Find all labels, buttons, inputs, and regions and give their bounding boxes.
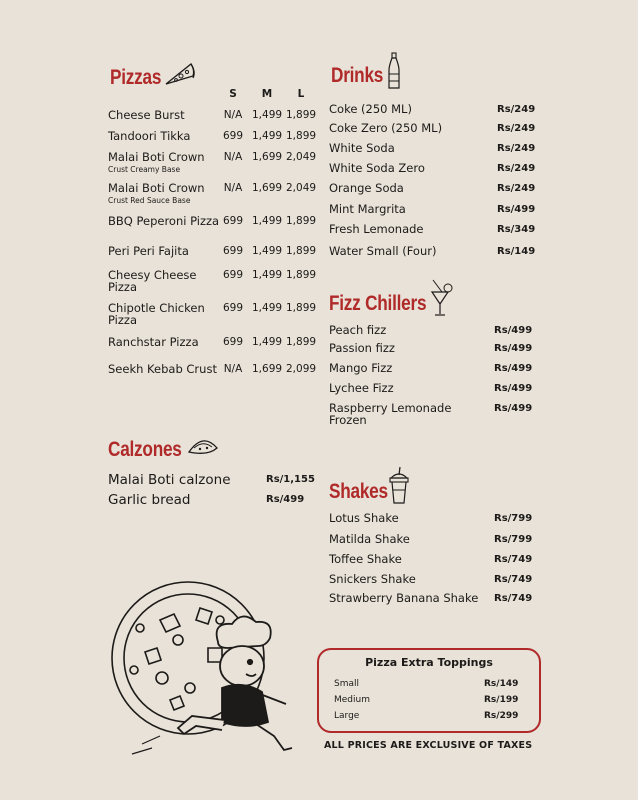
topping-size-label: Small [334,679,359,689]
pizza-price-small: N/A [223,182,243,194]
pizza-slice-icon [163,60,197,88]
pizza-name [108,130,223,142]
drink-item-name: White Soda [329,141,395,155]
calzone-item-name: Malai Boti calzone [108,472,231,488]
shakes-title: Shakes [329,480,388,503]
drink-item-name: Coke Zero (250 ML) [329,121,443,135]
drink-item-price: Rs/249 [497,163,536,174]
pizza-base-note: Crust Red Sauce Base [108,196,191,205]
fizz-item-name: Peach fizz [329,323,387,337]
drink-item-name: Coke (250 ML) [329,102,412,116]
pizza-price-large: 2,049 [286,151,317,163]
shake-item-price: Rs/749 [494,574,533,585]
drink-item-price: Rs/349 [497,224,536,235]
shake-item-price: Rs/799 [494,534,533,545]
calzone-icon [186,434,220,458]
shake-item-name: Lotus Shake [329,511,399,525]
shake-item-price: Rs/749 [494,593,533,604]
pizza-price-small: 699 [222,245,244,257]
fizz-item-name: Mango Fizz [329,361,393,375]
pizza-name [108,182,223,207]
drink-item-price: Rs/499 [497,204,536,215]
pizza-price-medium: 1,499 [252,336,283,348]
calzone-item [108,492,313,508]
calzone-item [108,472,313,488]
fizz-item-price: Rs/499 [494,343,533,354]
size-header-s: S [229,88,237,100]
shake-cup-icon [388,466,410,506]
pizza-price-small: 699 [222,130,244,142]
extra-toppings-title: Pizza Extra Toppings [365,656,493,669]
pizza-name-text: Malai Boti Crown [108,150,205,164]
pizza-price-medium: 1,699 [252,151,283,163]
pizza-price-medium: 1,499 [252,130,283,142]
drink-item-name: Water Small (Four) [329,244,437,258]
pizza-name [108,336,223,348]
drink-item-price: Rs/249 [497,183,536,194]
pizza-price-large: 1,899 [286,245,317,257]
shake-item-name: Matilda Shake [329,532,410,546]
tax-note: ALL PRICES ARE EXCLUSIVE OF TAXES [324,740,533,751]
pizza-price-medium: 1,699 [252,363,283,375]
drink-item-price: Rs/149 [497,246,536,257]
pizza-price-large: 1,899 [286,215,317,227]
pizza-price-large: 1,899 [286,336,317,348]
pizza-name-text: Cheese Burst [108,108,185,122]
calzones-title: Calzones [108,438,182,461]
shake-item-price: Rs/749 [494,554,533,565]
pizza-price-medium: 1,499 [252,269,283,281]
pizza-name-text: BBQ Peperoni Pizza [108,214,220,228]
drinks-title: Drinks [331,64,384,87]
drink-item-name: White Soda Zero [329,161,425,175]
pizza-price-large: 1,899 [286,109,317,121]
pizza-name [108,215,223,227]
topping-price: Rs/299 [484,711,519,721]
fizz-item-name: Raspberry Lemonade Frozen [329,401,452,427]
fizz-item-name: Lychee Fizz [329,381,394,395]
cocktail-glass-icon [428,278,454,318]
fizz-item-name: Passion fizz [329,341,395,355]
pizza-price-medium: 1,699 [252,182,283,194]
pizza-price-small: 699 [222,215,244,227]
pizza-price-small: N/A [223,363,243,375]
pizza-name [108,109,223,121]
topping-size-label: Medium [334,695,370,705]
shake-item-name: Snickers Shake [329,572,416,586]
shake-item-name: Strawberry Banana Shake [329,591,479,605]
pizza-price-small: 699 [222,269,244,281]
pizza-name-text: Cheesy Cheese Pizza [108,268,197,294]
fizz-chillers-title: Fizz Chillers [329,292,427,315]
pizza-price-small: 699 [222,302,244,314]
pizza-price-large: 1,899 [286,302,317,314]
pizza-name-text: Ranchstar Pizza [108,335,199,349]
pizza-name-text: Tandoori Tikka [108,129,191,143]
pizzas-title: Pizzas [110,66,162,89]
fizz-item-price: Rs/499 [494,325,533,336]
pizza-price-small: N/A [223,151,243,163]
fizz-item-price: Rs/499 [494,383,533,394]
extra-toppings-box [317,648,541,733]
drink-item-name: Mint Margrita [329,202,406,216]
pizza-name-text: Malai Boti Crown [108,181,205,195]
pizza-name [108,245,223,257]
size-header-l: L [297,88,305,100]
fizz-item-price: Rs/499 [494,363,533,374]
size-header-m: M [261,88,273,100]
shake-item-name: Toffee Shake [329,552,402,566]
topping-size-label: Large [334,711,360,721]
drink-item-price: Rs/249 [497,104,536,115]
pizza-price-small: N/A [223,109,243,121]
drink-item-name: Orange Soda [329,181,404,195]
drink-item-name: Fresh Lemonade [329,222,424,236]
drink-item-price: Rs/249 [497,143,536,154]
pizza-name [108,363,223,375]
pizza-price-medium: 1,499 [252,215,283,227]
pizza-name-text: Chipotle Chicken Pizza [108,301,205,327]
pizza-name-text: Seekh Kebab Crust [108,362,217,376]
pizza-price-medium: 1,499 [252,302,283,314]
pizza-name-text: Peri Peri Fajita [108,244,189,258]
shake-item-price: Rs/799 [494,513,533,524]
chef-with-pizza-illustration [100,570,310,760]
calzone-item-price: Rs/1,155 [266,474,315,485]
pizza-base-note: Crust Creamy Base [108,165,181,174]
soda-bottle-icon [386,52,402,90]
pizza-price-medium: 1,499 [252,109,283,121]
pizza-price-large: 2,099 [286,363,317,375]
pizza-name [108,269,223,293]
pizza-price-medium: 1,499 [252,245,283,257]
pizza-price-large: 1,899 [286,130,317,142]
fizz-item-price: Rs/499 [494,403,533,414]
pizza-name [108,151,223,176]
calzone-item-name: Garlic bread [108,492,191,508]
calzone-item-price: Rs/499 [266,494,305,505]
pizza-price-large: 2,049 [286,182,317,194]
topping-price: Rs/199 [484,695,519,705]
pizza-name [108,302,223,326]
drink-item-price: Rs/249 [497,123,536,134]
topping-price: Rs/149 [484,679,519,689]
pizza-price-large: 1,899 [286,269,317,281]
pizza-price-small: 699 [222,336,244,348]
